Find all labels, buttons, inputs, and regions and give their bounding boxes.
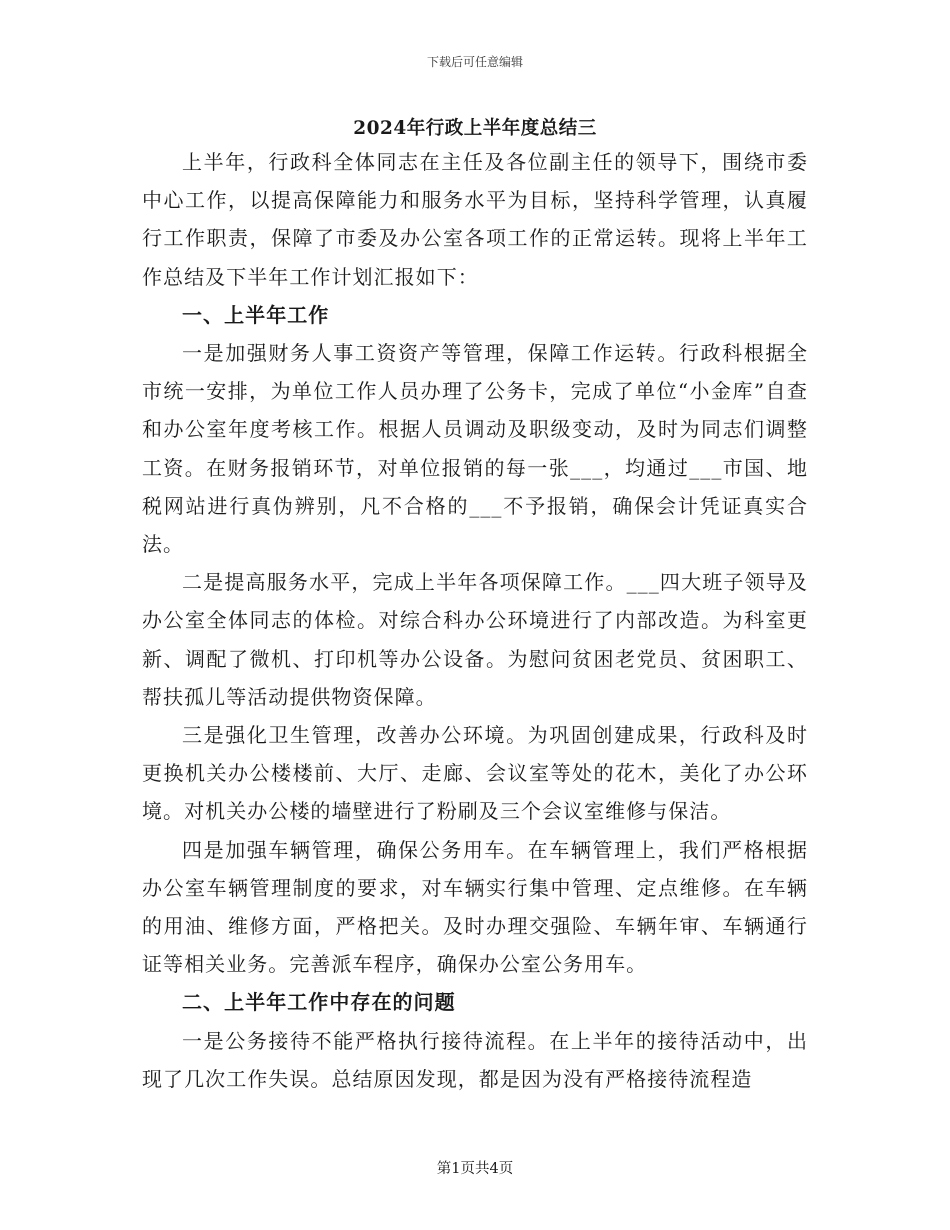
document-title: 2024年行政上半年度总结三: [353, 118, 597, 139]
section-heading-2: 二、上半年工作中存在的问题: [182, 990, 456, 1015]
section1-paragraph-1: 一是加强财务人事工资资产等管理，保障工作运转。行政科根据全市统一安排，为单位工作人员办理了公务卡，完成了单位“小金库”自查和办公室年度考核工作。根据人员调动及职级变动，及时为同志们调整工资。在财务报销环节，对单位报销的每一张___，均通过___市国、地税网站进行真伪辨别，凡不合格的___不予报销，确保会计凭证真实合法。: [142, 341, 808, 557]
document-body: [142, 143, 808, 1098]
section1-paragraph-3: 三是强化卫生管理，改善办公环境。为巩固创建成果，行政科及时更换机关办公楼楼前、大厅、走廊、会议室等处的花木，美化了办公环境。对机关办公楼的墙壁进行了粉刷及三个会议室维修与保洁。: [142, 723, 808, 824]
section1-paragraph-2: 二是提高服务水平，完成上半年各项保障工作。___四大班子领导及办公室全体同志的体检。对综合科办公环境进行了内部改造。为科室更新、调配了微机、打印机等办公设备。为慰问贫困老党员、贫困职工、帮扶孤儿等活动提供物资保障。: [142, 570, 808, 709]
section2-paragraph-1: 一是公务接待不能严格执行接待流程。在上半年的接待活动中，出现了几次工作失误。总结原因发现，都是因为没有严格接待流程造: [142, 1028, 808, 1091]
section-heading-1: 一、上半年工作: [182, 302, 330, 327]
header-note: 下载后可任意编辑: [426, 55, 523, 69]
section1-paragraph-4: 四是加强车辆管理，确保公务用车。在车辆管理上，我们严格根据办公室车辆管理制度的要求，对车辆实行集中管理、定点维修。在车辆的用油、维修方面，严格把关。及时办理交强险、车辆年审、车辆通行证等相关业务。完善派车程序，确保办公室公务用车。: [142, 837, 808, 977]
page-number: 第1页共4页: [436, 1161, 514, 1177]
intro-paragraph: 上半年，行政科全体同志在主任及各位副主任的领导下，围绕市委中心工作，以提高保障能力和服务水平为目标，坚持科学管理，认真履行工作职责，保障了市委及办公室各项工作的正常运转。现将上半年工作总结及下半年工作计划汇报如下：: [142, 150, 808, 289]
